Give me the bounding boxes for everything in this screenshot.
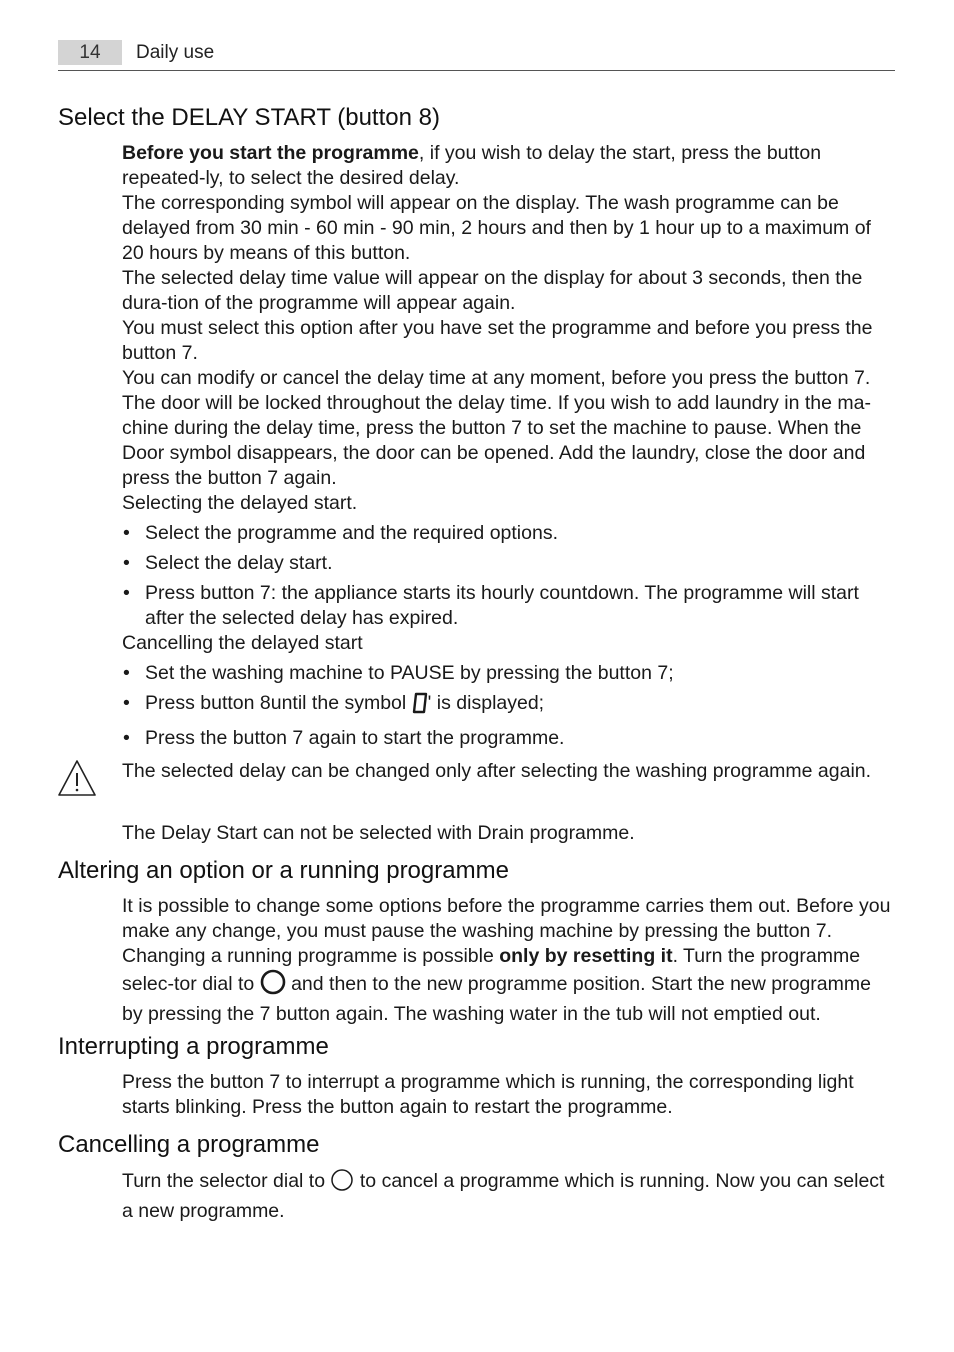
warning-text: The selected delay can be changed only after selecting the washing programme again. <box>122 760 872 782</box>
header-rule <box>58 70 895 71</box>
warning-triangle-icon <box>57 759 97 797</box>
delay-display-text: The selected delay time value will appear on the display for about 3 seconds, then the dura-tion of the programme will appear again. <box>122 267 863 314</box>
list-item: • Press button 7: the appliance starts its hourly countdown. The programme will start after the selected delay has expired. <box>122 581 895 631</box>
altering-text-start: Changing a running programme is possible <box>122 945 500 967</box>
altering-text-2 <box>122 944 895 1027</box>
page-number: 14 <box>58 40 122 65</box>
cancelling-heading: Cancelling a programme <box>58 1131 320 1158</box>
altering-text-end: and then to the new programme position. Start the new programme by pressing the 7 button again. The washing water in the tub will not emptied out. <box>122 973 871 1025</box>
delay-order-text: You must select this option after you have set the programme and before you press the button 7. <box>122 317 873 364</box>
drain-note: The Delay Start can not be selected with Drain programme. <box>122 822 635 844</box>
altering-body <box>122 894 895 1027</box>
page-header <box>58 40 895 72</box>
delay-range-text: The corresponding symbol will appear on the display. The wash programme can be delayed from 30 min - 60 min - 90 min, 2 hours and then by 1 hour up to a maximum of 20 hours by means of this button. <box>122 192 871 264</box>
delay-start-body <box>122 141 895 751</box>
cancelling-text-end: to cancel a programme which is running. Now you can select a new programme. <box>122 1170 885 1222</box>
display-zero-icon <box>412 692 428 721</box>
list-item <box>122 691 895 721</box>
list-item: • Press the button 7 again to start the programme. <box>122 726 895 751</box>
altering-text-1: It is possible to change some options before the programme carries them out. Before you make any change, you must pause the washing machine by pressing the button 7. <box>122 895 891 942</box>
dial-off-circle-icon <box>330 1168 354 1199</box>
intro-rest: , if you wish to delay the start, press the button repeated-ly, to select the desired delay. <box>122 142 822 189</box>
interrupting-heading: Interrupting a programme <box>58 1033 329 1060</box>
dial-off-circle-icon <box>260 969 286 1002</box>
cancelling-body <box>122 1168 895 1224</box>
altering-emphasis: only by resetting it <box>499 945 673 967</box>
delay-modify-text: You can modify or cancel the delay time at any moment, before you press the button 7. <box>122 367 871 389</box>
list-item: • Set the washing machine to PAUSE by pressing the button 7; <box>122 661 895 686</box>
delay-start-intro <box>122 141 895 191</box>
altering-heading: Altering an option or a running programme <box>58 857 509 884</box>
cancel-steps-list <box>122 661 895 751</box>
intro-lead: Before you start the programme <box>122 142 419 164</box>
list-item: • Select the delay start. <box>122 551 895 576</box>
cancel-step-text-end: ' is displayed; <box>427 692 545 714</box>
interrupting-text: Press the button 7 to interrupt a programme which is running, the corresponding light starts blinking. Press the button again to restart the programme. <box>122 1071 854 1118</box>
cancel-step-text: Press button 8until the symbol <box>145 692 407 714</box>
cancelling-label: Cancelling the delayed start <box>122 632 363 654</box>
door-lock-text: The door will be locked throughout the delay time. If you wish to add laundry in the ma-chine during the delay time, press the button 7 to set the machine to pause. When the Door symbol disappears, the door can be opened. Add the laundry, close the door and press the button 7 again. <box>122 392 871 489</box>
cancelling-text <box>122 1168 895 1224</box>
delay-start-heading: Select the DELAY START (button 8) <box>58 104 440 131</box>
list-item: • Select the programme and the required options. <box>122 521 895 546</box>
selecting-label: Selecting the delayed start. <box>122 492 358 514</box>
altering-text-mid: . Turn the programme selec-tor dial to <box>122 945 861 995</box>
cancelling-text-start: Turn the selector dial to <box>122 1170 326 1192</box>
select-steps-list <box>122 521 895 631</box>
section-label: Daily use <box>136 42 215 63</box>
